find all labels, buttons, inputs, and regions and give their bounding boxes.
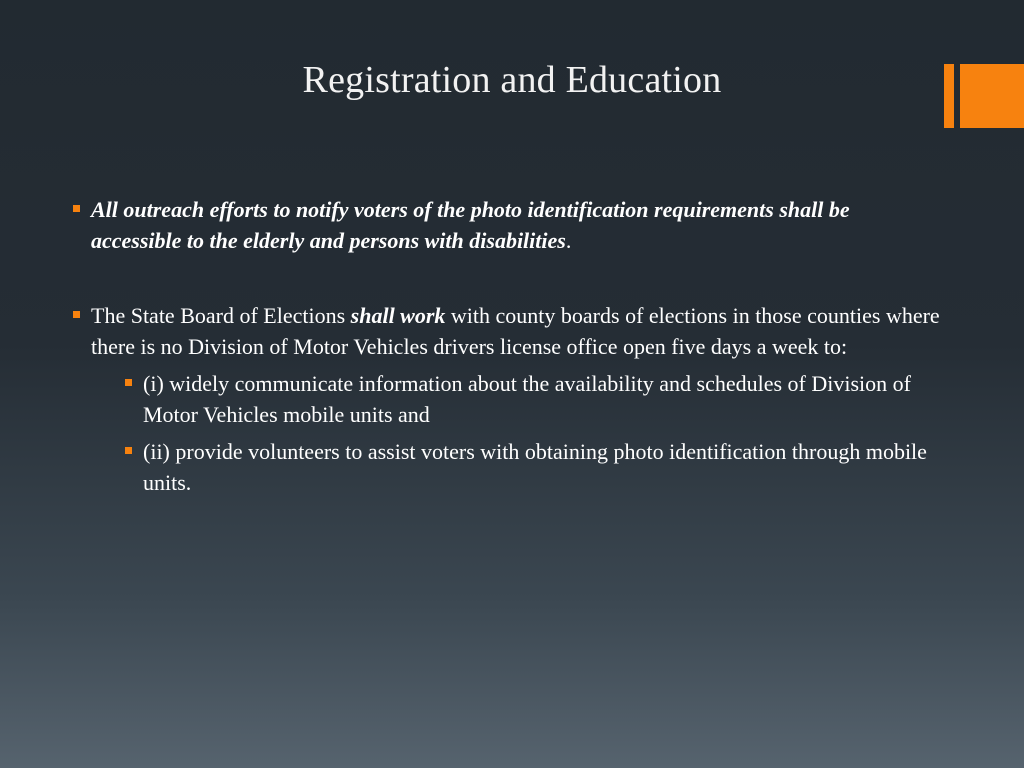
sub-bullet-item-communicate (122, 368, 940, 430)
bullet-text: with county boards of elections in those counties where there is no Division of Motor Vehicles drivers license office open five days a week to: (91, 303, 940, 359)
bullet-text: . (565, 228, 572, 253)
square-bullet-icon (73, 311, 80, 318)
sub-bullet-item-volunteers (122, 436, 940, 498)
bullet-text-emphasis: shall work (350, 303, 446, 328)
bullet-item-state-board (70, 300, 940, 362)
sub-bullet-text: (i) widely communicate information about the availability and schedules of Division of Motor Vehicles mobile units and (143, 371, 911, 427)
bullet-text: The State Board of Elections (91, 303, 351, 328)
slide-title: Registration and Education (302, 59, 722, 101)
square-bullet-icon (125, 447, 132, 454)
square-bullet-icon (125, 379, 132, 386)
sub-bullet-text: (ii) provide volunteers to assist voters with obtaining photo identification through mobile units. (143, 439, 927, 495)
square-bullet-icon (73, 205, 80, 212)
bullet-text-emphasis: All outreach efforts to notify voters of the photo identification requirements shall be accessible to the elderly and persons with disabilities (91, 197, 850, 253)
bullet-item-outreach (70, 194, 940, 256)
bullet-list (70, 194, 940, 498)
